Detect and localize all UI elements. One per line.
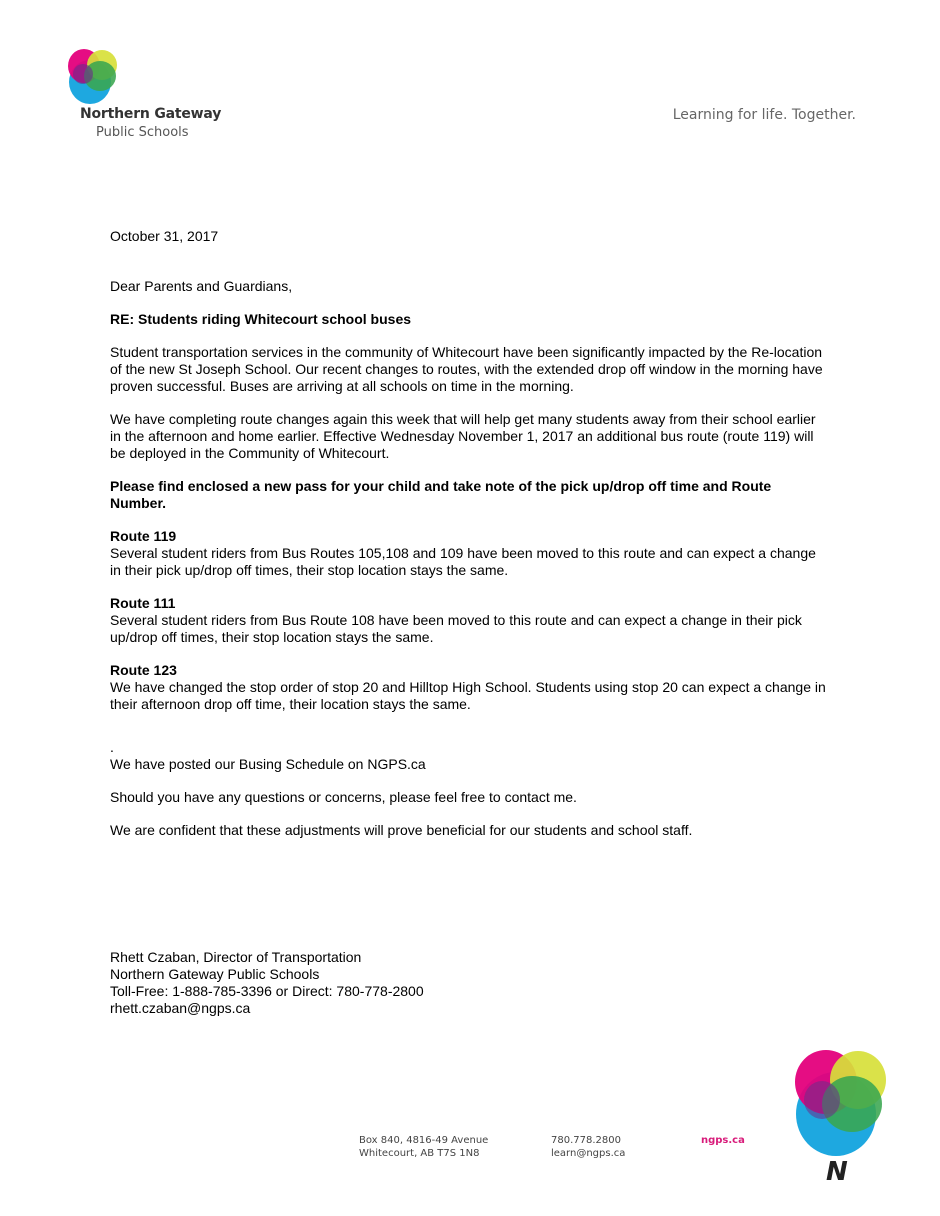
signer-name: Rhett Czaban, Director of Transportation <box>110 949 362 965</box>
footer-address-line: Box 840, 4816-49 Avenue <box>359 1135 489 1146</box>
notice-paragraph: Please find enclosed a new pass for your child and take note of the pick up/drop off time and Route Number. <box>110 478 772 511</box>
ngps-footer-logo-icon <box>790 1046 890 1186</box>
footer-address-line: Whitecourt, AB T7S 1N8 <box>359 1148 480 1159</box>
salutation: Dear Parents and Guardians, <box>110 278 293 294</box>
route-text: We have changed the stop order of stop 20 and Hilltop High School. Students using stop 20 can expect a change in their afternoon drop off time, their location stays the same. <box>110 679 826 712</box>
org-name: Northern Gateway <box>80 106 222 122</box>
paragraph-intro: Student transportation services in the community of Whitecourt have been significantly impacted by the Re-location of the new St Joseph School. Our recent changes to routes, with the extended drop off window in the morning have proven successful. Buses are arriving at all schools on time in the morning. <box>110 344 823 394</box>
route-text: Several student riders from Bus Routes 105,108 and 109 have been moved to this route and can expect a change in their pick up/drop off times, their stop location stays the same. <box>110 545 816 578</box>
footer-email[interactable]: learn@ngps.ca <box>551 1148 626 1159</box>
footer-address <box>359 1134 488 1160</box>
route-title: Route 123 <box>110 662 177 678</box>
signer-phone: Toll-Free: 1-888-785-3396 or Direct: 780-778-2800 <box>110 983 424 999</box>
subject-line: RE: Students riding Whitecourt school buses <box>110 311 412 327</box>
signature-block <box>110 949 424 1017</box>
route-title: Route 111 <box>110 595 176 611</box>
route-text: Several student riders from Bus Route 108 have been moved to this route and can expect a change in their pick up/drop off times, their stop location stays the same. <box>110 612 802 645</box>
ngps-logo-icon <box>66 46 120 108</box>
route-section <box>110 528 830 579</box>
letter-date: October 31, 2017 <box>110 228 219 244</box>
tagline: Learning for life. Together. <box>672 107 856 123</box>
route-section <box>110 595 830 646</box>
letter-body <box>110 228 830 839</box>
schedule-paragraph: We have posted our Busing Schedule on NGPS.ca <box>110 756 426 772</box>
org-subtitle: Public Schools <box>96 125 189 140</box>
questions-paragraph: Should you have any questions or concerns, please feel free to contact me. <box>110 789 577 805</box>
route-title: Route 119 <box>110 528 177 544</box>
stray-dot: . <box>110 739 114 755</box>
closing-paragraph: We are confident that these adjustments will prove beneficial for our students and school staff. <box>110 822 693 838</box>
footer-contact <box>551 1134 625 1160</box>
signer-org: Northern Gateway Public Schools <box>110 966 320 982</box>
paragraph-route-changes: We have completing route changes again this week that will help get many students away from their school earlier in the afternoon and home earlier. Effective Wednesday November 1, 2017 an additional bus route (route 119) will be deployed in the Community of Whitecourt. <box>110 411 816 461</box>
footer-website-link[interactable]: ngps.ca <box>701 1135 745 1146</box>
footer-logo-letter: N <box>826 1157 848 1186</box>
footer-phone: 780.778.2800 <box>551 1135 621 1146</box>
route-section <box>110 662 830 713</box>
signer-email[interactable]: rhett.czaban@ngps.ca <box>110 1000 251 1016</box>
